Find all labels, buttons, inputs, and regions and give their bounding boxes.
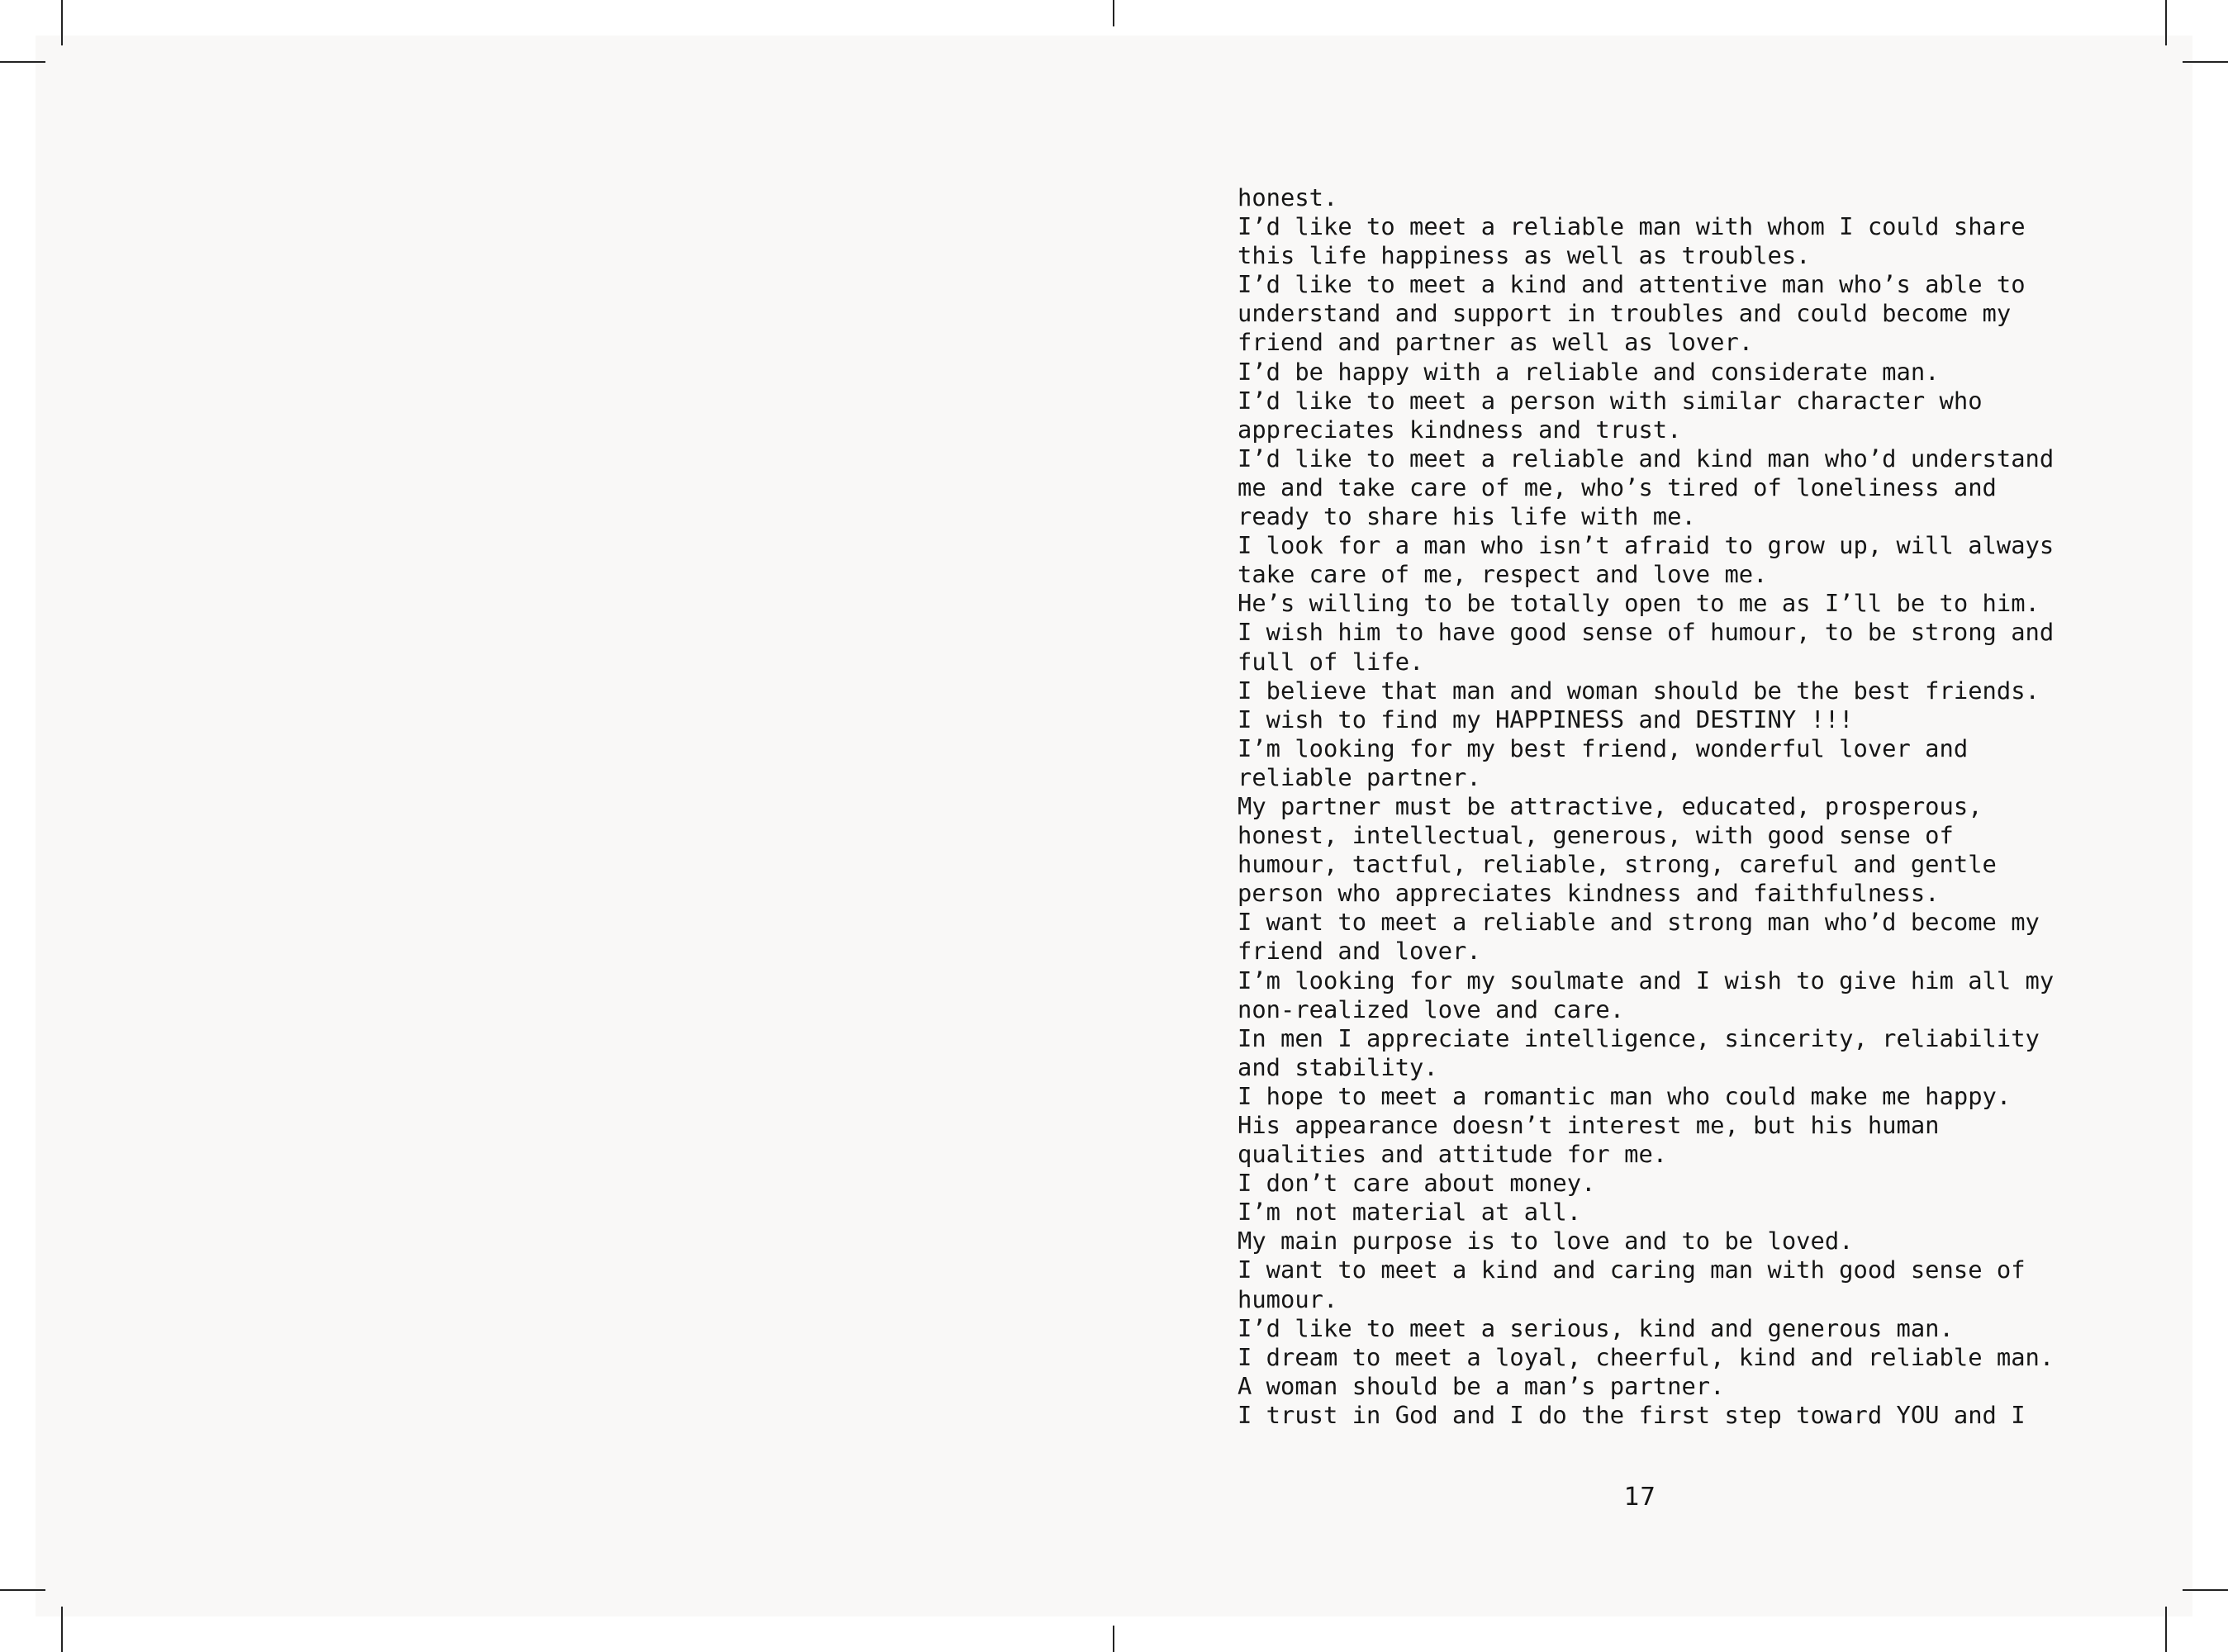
text-line: I’d be happy with a reliable and considerate man. bbox=[1238, 357, 1940, 386]
text-line: friend and lover. bbox=[1238, 937, 1481, 966]
text-line: He’s willing to be totally open to me as I’ll be to him. bbox=[1238, 589, 2040, 618]
text-line: I dream to meet a loyal, cheerful, kind and reliable man. bbox=[1238, 1342, 2055, 1371]
text-line: I’m not material at all. bbox=[1238, 1198, 1582, 1227]
text-line: I believe that man and woman should be the best friends. bbox=[1238, 676, 2040, 705]
text-line: person who appreciates kindness and faithfulness. bbox=[1238, 879, 1940, 908]
page-number: 17 bbox=[1623, 1483, 1656, 1512]
text-line: non-realized love and care. bbox=[1238, 995, 1625, 1023]
text-line: I’m looking for my best friend, wonderful lover and bbox=[1238, 733, 1969, 762]
text-line: ready to share his life with me. bbox=[1238, 502, 1696, 531]
text-line: honest, intellectual, generous, with good sense of bbox=[1238, 821, 1954, 850]
text-line: I want to meet a reliable and strong man who’d become my bbox=[1238, 908, 2040, 937]
text-line: I don’t care about money. bbox=[1238, 1169, 1596, 1198]
text-line: reliable partner. bbox=[1238, 762, 1481, 791]
text-line: In men I appreciate intelligence, sincerity, reliability bbox=[1238, 1023, 2040, 1052]
crop-mark-top-center bbox=[1113, 0, 1114, 26]
text-line: me and take care of me, who’s tired of loneliness and bbox=[1238, 472, 1997, 501]
body-text bbox=[1238, 183, 2064, 1430]
text-line: My main purpose is to love and to be loved. bbox=[1238, 1227, 1854, 1256]
text-line: I’m looking for my soulmate and I wish to give him all my bbox=[1238, 966, 2055, 995]
text-line: appreciates kindness and trust. bbox=[1238, 415, 1682, 444]
text-line: His appearance doesn’t interest me, but his human bbox=[1238, 1111, 1940, 1139]
text-line: A woman should be a man’s partner. bbox=[1238, 1371, 1725, 1400]
text-line: understand and support in troubles and could become my bbox=[1238, 299, 2012, 328]
text-line: I hope to meet a romantic man who could make me happy. bbox=[1238, 1081, 2012, 1110]
text-line: I’d like to meet a reliable and kind man who’d understand bbox=[1238, 444, 2055, 472]
text-line: I’d like to meet a person with similar character who bbox=[1238, 386, 1983, 415]
text-line: take care of me, respect and love me. bbox=[1238, 560, 1768, 589]
crop-mark-bottom-center bbox=[1113, 1626, 1114, 1652]
text-line: I’d like to meet a serious, kind and generous man. bbox=[1238, 1313, 1954, 1342]
text-line: full of life. bbox=[1238, 647, 1424, 676]
text-line: I’d like to meet a kind and attentive man who’s able to bbox=[1238, 270, 2026, 299]
left-page bbox=[36, 36, 1114, 1616]
text-line: I wish to find my HAPPINESS and DESTINY !!! bbox=[1238, 705, 1854, 733]
text-line: I look for a man who isn’t afraid to grow up, will always bbox=[1238, 531, 2055, 560]
text-line: this life happiness as well as troubles. bbox=[1238, 241, 1811, 270]
text-line: I wish him to have good sense of humour, to be strong and bbox=[1238, 618, 2055, 647]
text-line: I want to meet a kind and caring man with good sense of bbox=[1238, 1256, 2026, 1284]
text-line: I trust in God and I do the first step toward YOU and I bbox=[1238, 1400, 2026, 1429]
text-line: honest. bbox=[1238, 183, 1338, 211]
text-line: and stability. bbox=[1238, 1052, 1438, 1081]
text-line: humour, tactful, reliable, strong, careful and gentle bbox=[1238, 850, 1997, 879]
text-line: friend and partner as well as lover. bbox=[1238, 328, 1754, 357]
text-line: My partner must be attractive, educated, prosperous, bbox=[1238, 791, 1983, 820]
text-line: humour. bbox=[1238, 1284, 1338, 1313]
text-line: I’d like to meet a reliable man with whom I could share bbox=[1238, 212, 2026, 241]
text-line: qualities and attitude for me. bbox=[1238, 1140, 1668, 1169]
